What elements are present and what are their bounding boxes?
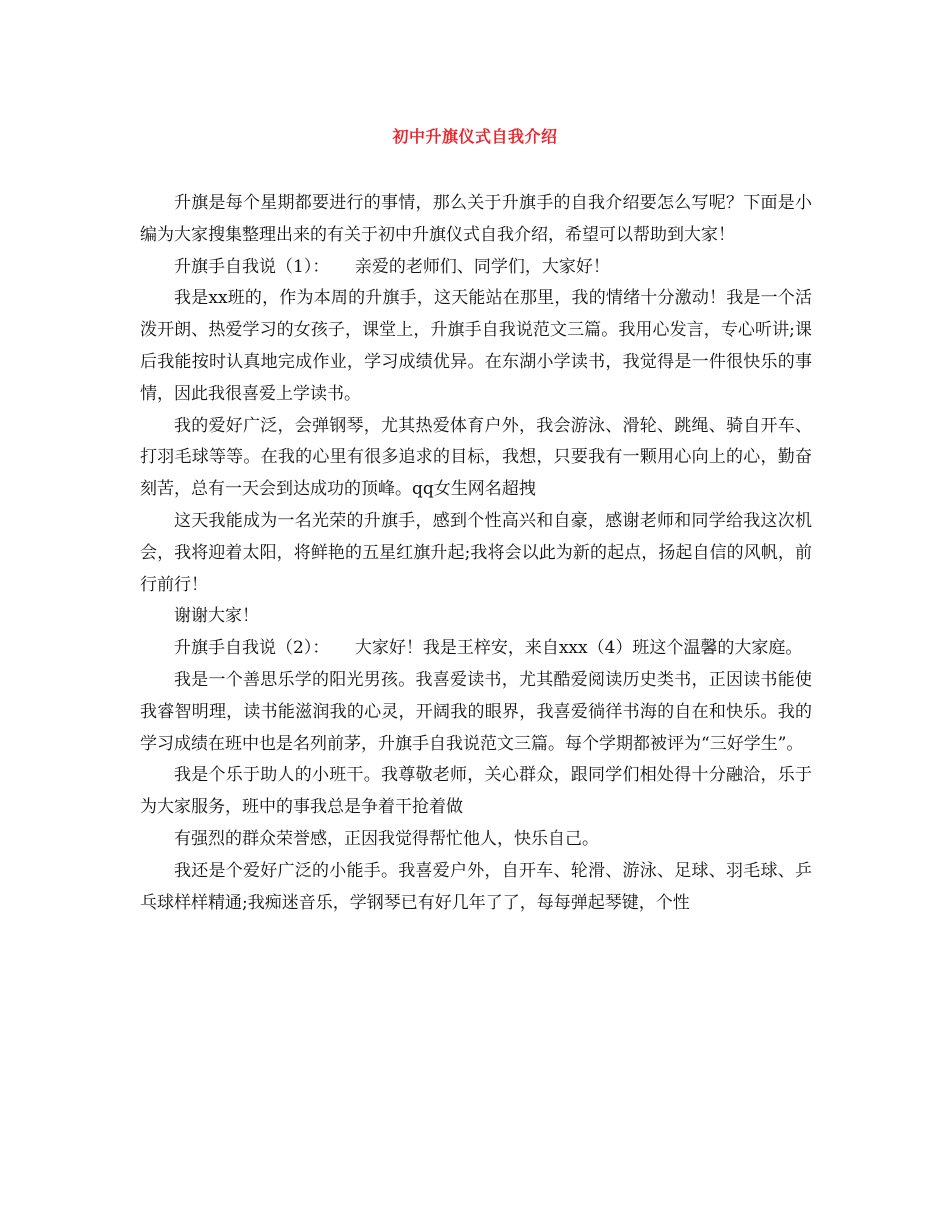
paragraph: 有强烈的群众荣誉感，正因我觉得帮忙他人，快乐自己。	[174, 828, 599, 849]
paragraph: 我还是个爱好广泛的小能手。我喜爱户外，自开车、轮滑、游泳、足球、羽毛球、乒乓球样样精通;我痴迷音乐，学钢琴已有好几年了了，每每弹起琴键，个性	[140, 860, 812, 913]
paragraph: 我是xx班的，作为本周的升旗手，这天能站在那里，我的情绪十分激动！我是一个活泼开朗、热爱学习的女孩子，课堂上，升旗手自我说范文三篇。我用心发言，专心听讲;课后我能按时认真地完成作业，学习成绩优异。在东湖小学读书，我觉得是一件很快乐的事情，因此我很喜爱上学读书。	[140, 288, 812, 404]
paragraph: 我的爱好广泛，会弹钢琴，尤其热爱体育户外，我会游泳、滑轮、跳绳、骑自开车、打羽毛球等等。在我的心里有很多追求的目标，我想，只要我有一颗用心向上的心，勤奋刻苦，总有一天会到达成功的顶峰。qq女生网名超拽	[140, 415, 812, 500]
paragraph: 我是一个善思乐学的阳光男孩。我喜爱读书，尤其酷爱阅读历史类书，正因读书能使我睿智明理，读书能滋润我的心灵，开阔我的眼界，我喜爱徜徉书海的自在和快乐。我的学习成绩在班中也是名列前茅，升旗手自我说范文三篇。每个学期都被评为“三好学生”。	[140, 669, 812, 754]
paragraph-intro: 升旗是每个星期都要进行的事情，那么关于升旗手的自我介绍要怎么写呢？下面是小编为大家搜集整理出来的有关于初中升旗仪式自我介绍，希望可以帮助到大家！	[140, 193, 812, 245]
paragraph: 我是个乐于助人的小班干。我尊敬老师，关心群众，跟同学们相处得十分融洽，乐于为大家服务，班中的事我总是争着干抢着做	[140, 765, 812, 818]
document-title: 初中升旗仪式自我介绍	[392, 127, 558, 146]
paragraph-speech-2-heading: 升旗手自我说（2）： 大家好！我是王梓安，来自xxx（4）班这个温馨的大家庭。	[174, 638, 803, 659]
paragraph-thanks: 谢谢大家！	[174, 606, 259, 627]
document-body	[140, 188, 812, 919]
paragraph: 这天我能成为一名光荣的升旗手，感到个性高兴和自豪，感谢老师和同学给我这次机会，我将迎着太阳，将鲜艳的五星红旗升起;我将会以此为新的起点，扬起自信的风帆，前行前行！	[140, 510, 812, 595]
paragraph-speech-1-heading: 升旗手自我说（1）： 亲爱的老师们、同学们，大家好！	[174, 256, 610, 277]
